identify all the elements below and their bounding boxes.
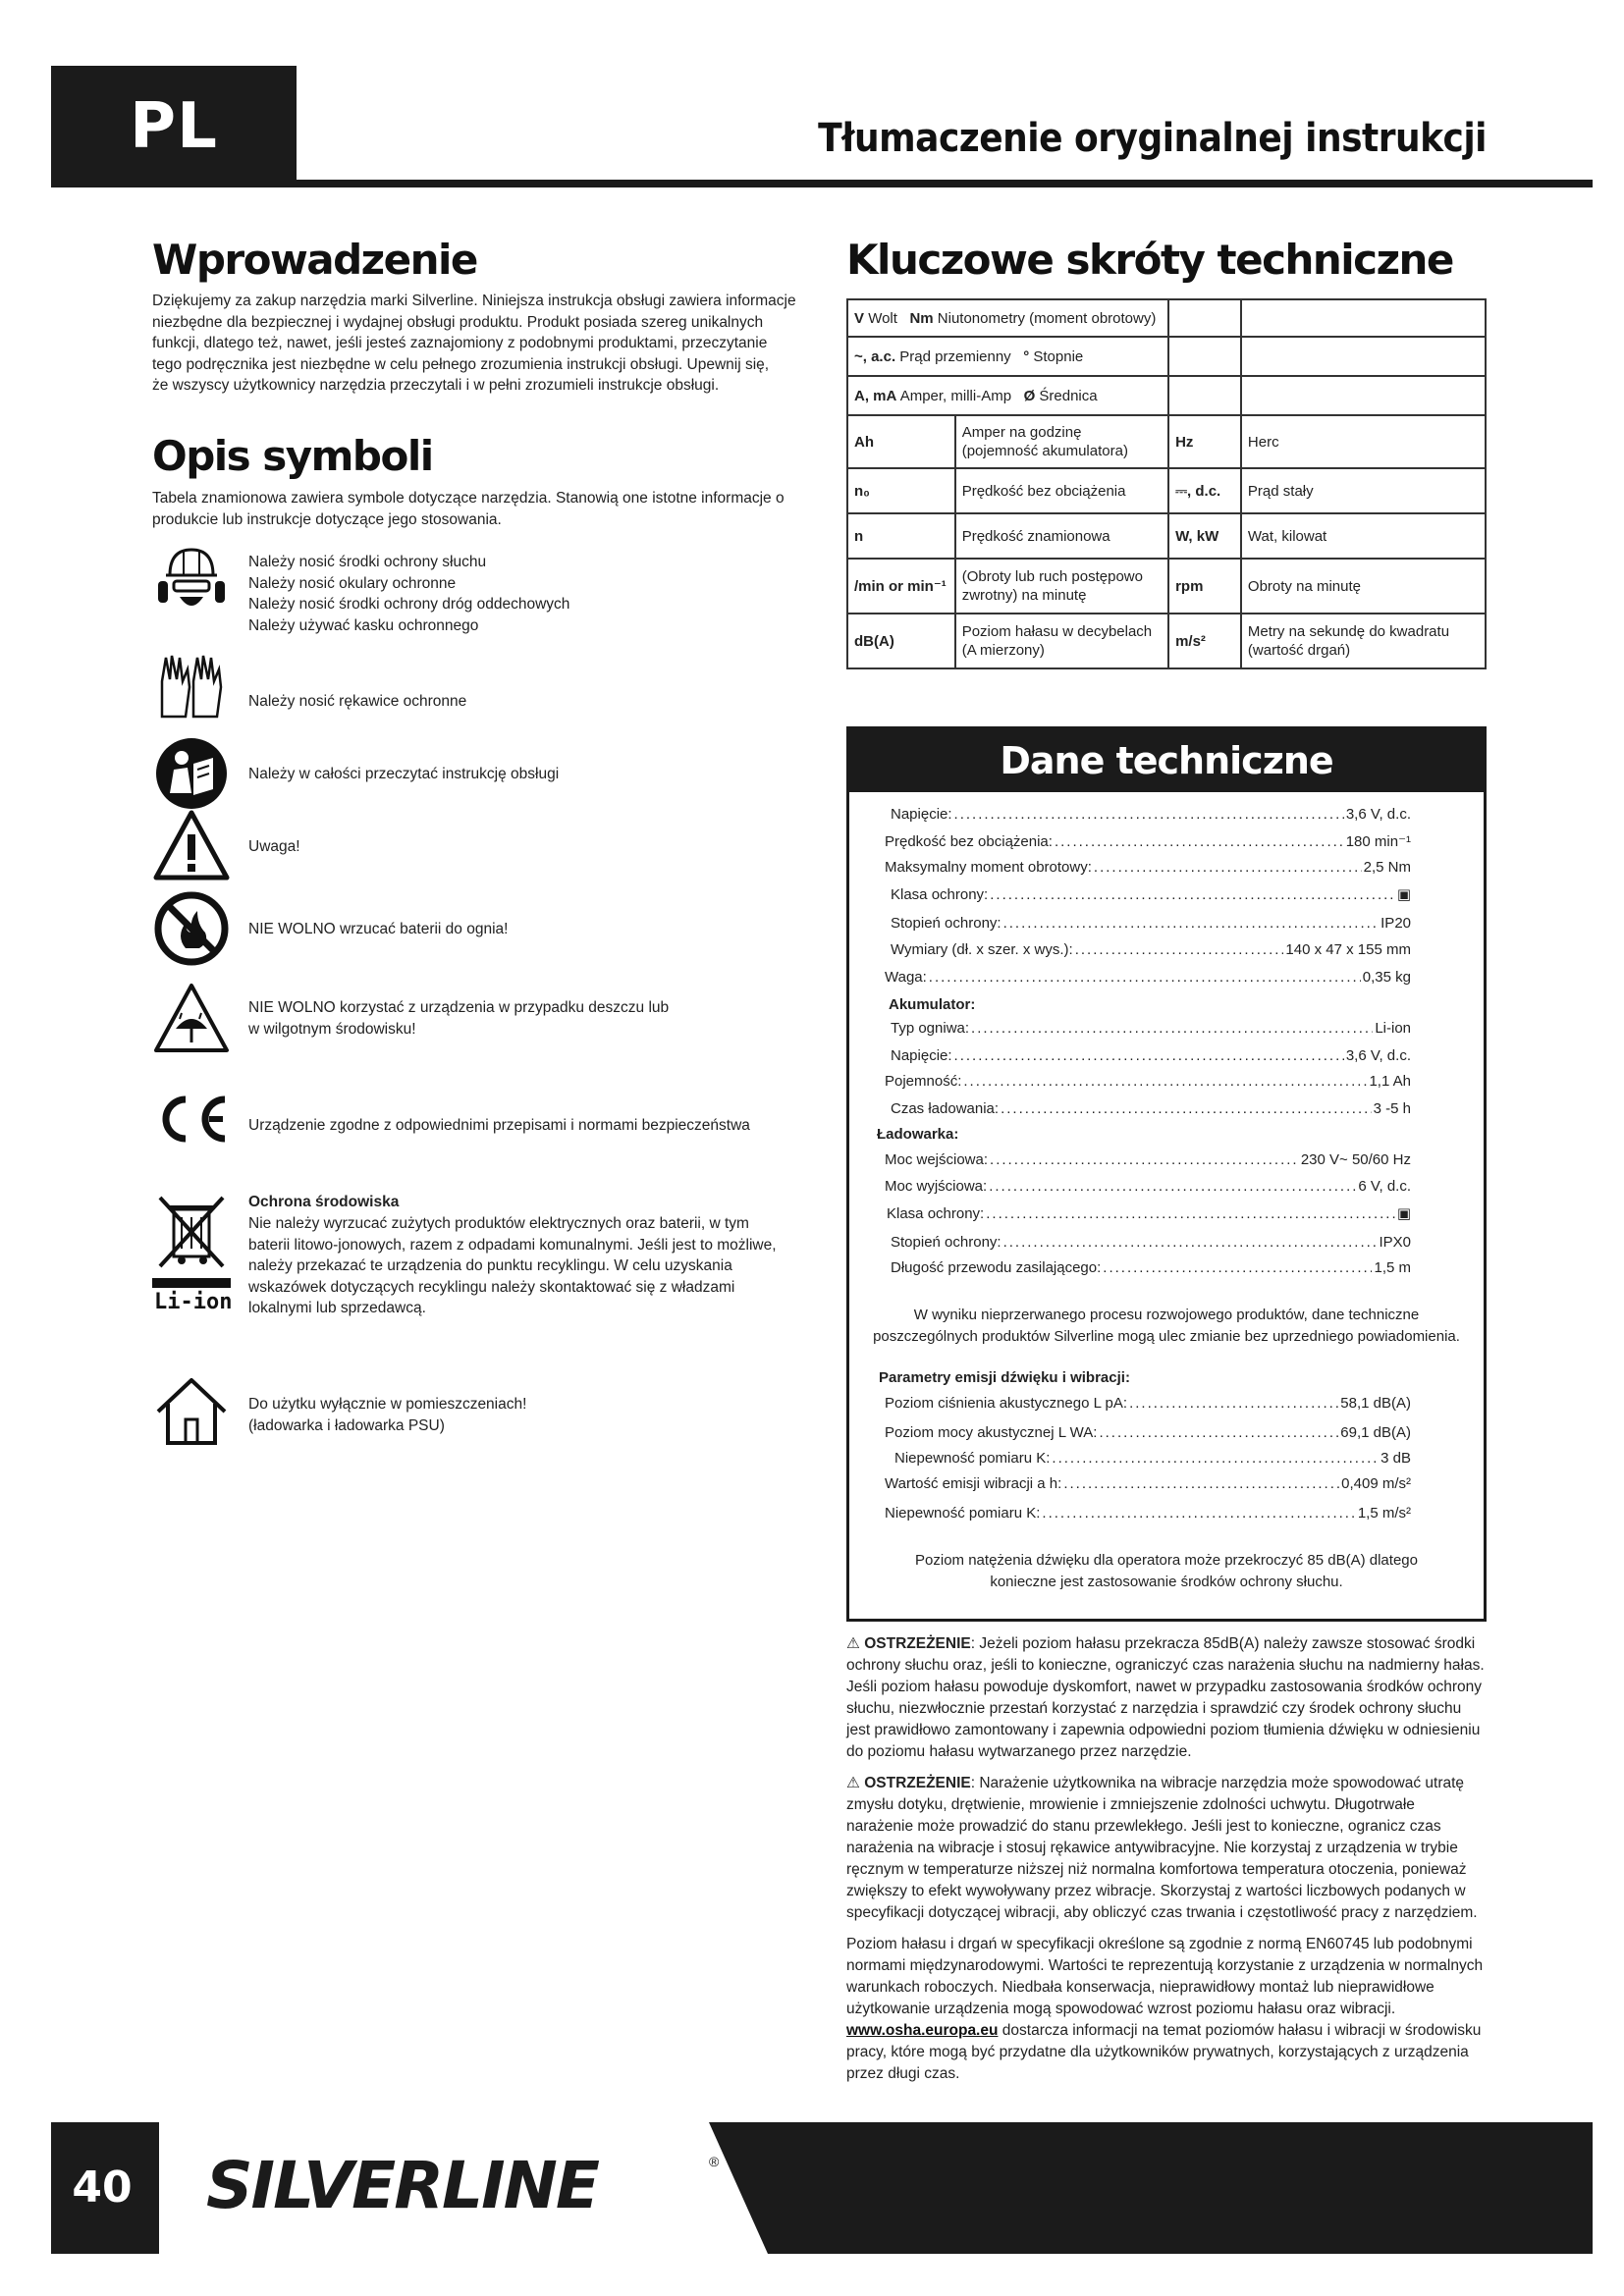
spec-row: Pojemność: ..... 1,1 Ah (885, 1073, 1411, 1095)
li-ion-badge: Li-ion (154, 1290, 233, 1314)
tech-title: Dane techniczne (849, 729, 1484, 792)
warning-noise: ⚠ OSTRZEŻENIE: Jeżeli poziom hałasu przekracza 85dB(A) należy zawsze stosować środki ochrony słuchu oraz, jeśli to konieczne, ograniczyć czas narażenia słuchu na nadmierny hałas. Jeśli poziom hałasu powoduje dyskomfort, nawet w przypadku zastosowania środków ochrony słuchu, niezwłocznie przestań korzystać z narzędzia i sprawdzić czy środek ochrony słuchu jest prawidłowo zamontowany i zapewnia odpowiedni poziom tłumienia dźwięku w odniesieniu do poziomu hałasu wytwarzanego przez narzędzie. (846, 1635, 1485, 1760)
spec-row: Moc wyjściowa: ..... 6 V, d.c. (885, 1178, 1411, 1200)
spec-row: Stopień ochrony: ..... IP20 (891, 915, 1411, 936)
osha-paragraph: www.osha.europa.eu dostarcza informacji na temat poziomów hałasu i wibracji w środowisku pracy, które mogą być przydatne dla użytkowników prywatnych, korzystających z urządzenia przez długi czas. (846, 2022, 1482, 2082)
ce-mark-icon (152, 1080, 231, 1158)
spec-note: W wyniku nieprzerwanego procesu rozwojowego produktów, dane techniczne poszczególnych produktów Silverline mogą ulec zmianie bez uprzedniego powiadomienia. (873, 1307, 1460, 1345)
symbol-text: NIE WOLNO wrzucać baterii do ognia! (248, 921, 509, 937)
symbol-text: Nie należy wyrzucać zużytych produktów elektrycznych oraz baterii, w tym baterii litowo-jonowych, razem z odpadami komunalnymi. Jeśli jest to możliwe, należy przekazać te urządzenia do punktu recyklingu. W celu uzyskania wskazówek dotyczących recyklingu należy skontaktować się z władzami lokalnymi lub sprzedawcą. (248, 1215, 777, 1316)
table-row: Ah Amper na godzinę (pojemność akumulatora) Hz Herc (847, 415, 1486, 468)
osha-link[interactable]: www.osha.europa.eu (846, 2022, 999, 2039)
read-manual-icon (152, 734, 231, 813)
table-row: ~, a.c. Prąd przemienny ° Stopnie (847, 337, 1486, 376)
spec-row: Typ ogniwa: ..... Li-ion (891, 1020, 1411, 1041)
page-number: 40 (72, 2163, 133, 2213)
spec-row: Wymiary (dł. x szer. x wys.): ..... 140 x 47 x 155 mm (891, 941, 1411, 963)
intro-text: Dziękujemy za zakup narzędzia marki Silverline. Niniejsza instrukcja obsługi zawiera informacje niezbędne dla bezpiecznej i wydajnej obsługi produktu. Produkt posiada szereg unikalnych funkcji, dlatego też, nawet, jeśli jesteś zaznajomiony z podobnymi produktami, przeczytanie tego podręcznika jest niezbędne w celu pełnego zrozumienia instrukcji obsługi. Upewnij się, że wszyscy użytkownicy narzędzia przeczytali i w pełni zrozumieli instrukcje obsługi. (152, 293, 796, 394)
spec-row: Prędkość bez obciążenia: ..... 180 min⁻¹ (885, 832, 1411, 854)
symbol-text: Uwaga! (248, 838, 300, 855)
tech-data-box (846, 726, 1487, 1622)
table-row: /min or min⁻¹ (Obroty lub ruch postępowo zwrotny) na minutę rpm Obroty na minutę (847, 559, 1486, 614)
symbols-intro: Tabela znamionowa zawiera symbole dotyczące narzędzia. Stanowią one istotne informacje o produkcie lub instrukcje dotyczące jego stosowania. (152, 490, 785, 528)
header-rule (51, 180, 1593, 187)
abbr-table (846, 298, 1487, 669)
warning-triangle-icon (152, 807, 231, 885)
ppe-icon (152, 542, 231, 620)
spec-row: Niepewność pomiaru K: ..... 1,5 m/s² (885, 1505, 1411, 1526)
spec-row: Stopień ochrony: ..... IPX0 (891, 1234, 1411, 1255)
battery-heading: Akumulator: (889, 996, 976, 1013)
spec-row: Długość przewodu zasilającego: ..... 1,5 m (891, 1259, 1411, 1281)
charger-heading: Ładowarka: (877, 1126, 959, 1143)
warning-icon: ⚠ (846, 1635, 860, 1652)
spec-row: Wartość emisji wibracji a h: ..... 0,409 m/s² (885, 1475, 1411, 1497)
spec-row: Poziom mocy akustycznej L WA: ..... 69,1 dB(A) (885, 1424, 1411, 1446)
warning-icon: ⚠ (846, 1775, 860, 1791)
table-row: A, mA Amper, milli-Amp Ø Średnica (847, 376, 1486, 415)
symbol-text: Do użytku wyłącznie w pomieszczeniach! (ładowarka i ładowarka PSU) (248, 1396, 527, 1434)
emission-heading: Parametry emisji dźwięku i wibracji: (879, 1369, 1130, 1386)
table-row: n₀ Prędkość bez obciążenia ⎓, d.c. Prąd stały (847, 468, 1486, 513)
standards-paragraph: Poziom hałasu i drgań w specyfikacji określone są zgodnie z normą EN60745 lub podobnymi normami międzynarodowymi. Wartości te reprezentują korzystanie z urządzenia w normalnych warunkach roboczych. Niedbała konserwacja, nieprawidłowy montaż lub nieprawidłowe użytkowanie urządzenia mogą spowodować wzrost poziomu hałasu oraz wibracji. (846, 1936, 1484, 2017)
symbol-text: NIE WOLNO korzystać z urządzenia w przypadku deszczu lub w wilgotnym środowisku! (248, 999, 670, 1038)
spec-row: Waga: ..... 0,35 kg (885, 969, 1411, 990)
noise-note: Poziom natężenia dźwięku dla operatora może przekroczyć 85 dB(A) dlatego konieczne jest zastosowanie środków ochrony słuchu. (915, 1552, 1418, 1590)
table-row: dB(A) Poziom hałasu w decybelach (A mierzony) m/s² Metry na sekundę do kwadratu (wartość drgań) (847, 614, 1486, 668)
spec-row: Klasa ochrony: ..... ▣ (891, 885, 1411, 907)
symbol-title: Ochrona środowiska (248, 1194, 400, 1210)
gloves-icon (152, 648, 231, 726)
language-badge: PL (51, 66, 297, 187)
spec-row: Czas ładowania: ..... 3 -5 h (891, 1100, 1411, 1122)
symbol-text: Należy w całości przeczytać instrukcję obsługi (248, 766, 560, 782)
weee-bin-icon (152, 1192, 231, 1270)
registered-mark: ® (709, 2154, 720, 2169)
silverline-logo: SILVERLINE (206, 2148, 598, 2223)
intro-heading: Wprowadzenie (152, 236, 477, 284)
spec-row: Napięcie: ..... 3,6 V, d.c. (891, 1047, 1411, 1069)
warning-vibration: ⚠ OSTRZEŻENIE: Narażenie użytkownika na wibracje narzędzia może spowodować utratę zmysłu dotyku, drętwienie, mrowienie i zmniejszenie zdolności uchwytu. Długotrwałe narażenie może prowadzić do stanu przewlekłego. Jeśli jest to konieczne, ogranicz czas narażenia na wibracje i stosuj rękawice antywibracyjne. Nie korzystaj z urządzenia w trybie ręcznym w temperaturze niższej niż normalna komfortowa temperatura otoczenia, ponieważ zwiększy to efekt wywoływany przez wibracje. Skorzystaj z wartości liczbowych podanych w specyfikacji dotyczącej wibracji, aby obliczyć czas trwania i częstotliwość pracy z narzędziem. (846, 1775, 1478, 1921)
weee-bar (152, 1278, 231, 1288)
spec-row: Maksymalny moment obrotowy: ..... 2,5 Nm (885, 859, 1411, 881)
symbol-text: Urządzenie zgodne z odpowiednimi przepisami i normami bezpieczeństwa (248, 1117, 750, 1134)
class-ii-icon: ▣ (1396, 886, 1411, 903)
symbol-text: Należy nosić środki ochrony słuchu Należy nosić okulary ochronne Należy nosić środki ochrony dróg oddechowych Należy używać kasku ochronnego (248, 554, 570, 634)
spec-row: Poziom ciśnienia akustycznego L pA: ..... 58,1 dB(A) (885, 1395, 1411, 1416)
table-row: n Prędkość znamionowa W, kW Wat, kilowat (847, 513, 1486, 559)
symbols-heading: Opis symboli (152, 432, 433, 480)
page-title: Tłumaczenie oryginalnej instrukcji (818, 116, 1487, 161)
spec-row: Moc wejściowa: ..... 230 V~ 50/60 Hz (885, 1151, 1411, 1173)
no-fire-icon (152, 889, 231, 968)
spec-row: Niepewność pomiaru K: ..... 3 dB (894, 1450, 1411, 1471)
abbr-heading: Kluczowe skróty techniczne (846, 236, 1453, 284)
indoor-house-icon (152, 1372, 231, 1451)
spec-row: Klasa ochrony: ..... ▣ (887, 1204, 1411, 1226)
symbol-text: Należy nosić rękawice ochronne (248, 693, 467, 710)
no-rain-icon (152, 980, 231, 1058)
spec-row: Napięcie: ..... 3,6 V, d.c. (891, 806, 1411, 828)
class-ii-icon: ▣ (1396, 1205, 1411, 1222)
table-row: V Wolt Nm Niutonometry (moment obrotowy) (847, 299, 1486, 337)
